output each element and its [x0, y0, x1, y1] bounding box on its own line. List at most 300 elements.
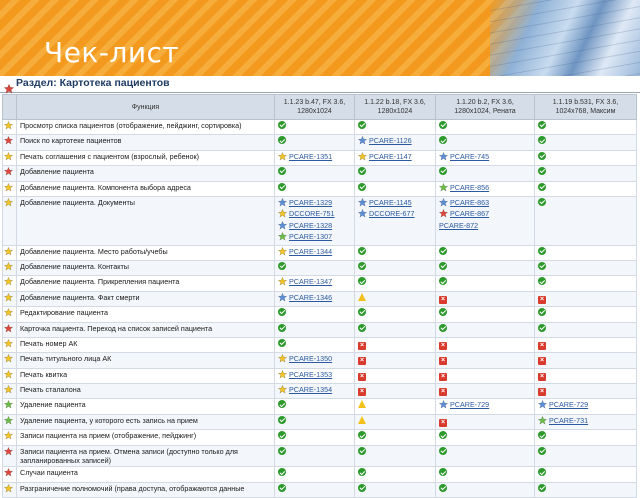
issue-ref: [278, 209, 351, 220]
function-cell: Удаление пациента: [17, 399, 275, 414]
status-cell: [275, 150, 355, 165]
check-icon: [538, 247, 546, 255]
status-cell: [436, 196, 535, 245]
status-cell: [436, 430, 535, 445]
function-cell: Добавление пациента. Документы: [17, 196, 275, 245]
status-cell: [535, 399, 637, 414]
yellow-star-icon: [4, 183, 13, 194]
yellow-star-icon: [4, 277, 13, 288]
red-star-icon: [4, 167, 13, 178]
table-row: [3, 322, 637, 337]
blue-star-icon: [439, 198, 448, 209]
status-cell: [355, 467, 436, 482]
status-cell: [535, 467, 637, 482]
function-cell: Печать сталалона: [17, 384, 275, 399]
check-icon: [278, 339, 286, 347]
issue-link[interactable]: PCARE-1354: [289, 385, 333, 395]
status-cell: [355, 430, 436, 445]
table-row: [3, 414, 637, 429]
yellow-star-icon: [358, 152, 367, 163]
check-icon: [439, 277, 447, 285]
check-icon: [278, 416, 286, 424]
status-cell: [535, 276, 637, 291]
red-star-icon: [4, 324, 13, 335]
check-icon: [538, 447, 546, 455]
function-cell: Просмотр списка пациентов (отображение, пейджинг, сортировка): [17, 120, 275, 135]
cross-icon: ×: [440, 388, 446, 396]
check-icon: [278, 262, 286, 270]
table-row: [3, 307, 637, 322]
check-icon: [439, 324, 447, 332]
issue-link[interactable]: PCARE-1126: [369, 136, 412, 146]
status-cell: [535, 166, 637, 181]
status-cell: [436, 482, 535, 497]
check-icon: [278, 447, 286, 455]
issue-ref: [278, 198, 351, 209]
check-icon: [439, 308, 447, 316]
status-cell: [436, 150, 535, 165]
check-icon: [278, 308, 286, 316]
green-star-icon: [538, 416, 547, 427]
yellow-star-icon: [4, 308, 13, 319]
yellow-star-icon: [4, 121, 13, 132]
function-cell: Добавление пациента. Место работы/учебы: [17, 245, 275, 260]
issue-link[interactable]: PCARE-863: [450, 197, 490, 207]
check-icon: [358, 431, 366, 439]
yellow-star-icon: [4, 431, 13, 442]
check-icon: [278, 183, 286, 191]
checklist-table: [2, 94, 637, 498]
issue-ref: [358, 209, 432, 220]
status-cell: [275, 181, 355, 196]
priority-cell: [3, 150, 17, 165]
table-row: [3, 337, 637, 352]
blue-star-icon: [278, 198, 287, 209]
issue-ref: [358, 198, 432, 209]
priority-cell: [3, 430, 17, 445]
table-header-row: [3, 95, 637, 120]
yellow-star-icon: [4, 370, 13, 381]
priority-cell: [3, 135, 17, 150]
check-icon: [439, 121, 447, 129]
function-cell: Редактирование пациента: [17, 307, 275, 322]
yellow-star-icon: [278, 152, 287, 163]
status-cell: [436, 384, 535, 399]
yellow-star-icon: [278, 277, 287, 288]
status-cell: [436, 368, 535, 383]
status-cell: [355, 150, 436, 165]
cross-icon: ×: [539, 357, 545, 365]
check-icon: [538, 183, 546, 191]
status-cell: [355, 368, 436, 383]
check-icon: [538, 484, 546, 492]
status-cell: [355, 276, 436, 291]
red-star-icon: [4, 136, 13, 147]
status-cell: [535, 414, 637, 429]
yellow-star-icon: [4, 198, 13, 209]
check-icon: [538, 136, 546, 144]
red-star-icon: [439, 209, 448, 220]
check-icon: [358, 308, 366, 316]
table-row: [3, 181, 637, 196]
status-cell: [436, 353, 535, 368]
check-icon: [278, 468, 286, 476]
status-cell: [355, 445, 436, 467]
priority-cell: [3, 291, 17, 306]
check-icon: [358, 167, 366, 175]
cross-icon: ×: [359, 372, 365, 380]
check-icon: [538, 121, 546, 129]
table-row: [3, 260, 637, 275]
status-cell: [355, 353, 436, 368]
yellow-star-icon: [4, 484, 13, 495]
status-cell: [535, 260, 637, 275]
status-cell: [436, 135, 535, 150]
check-icon: [358, 484, 366, 492]
cross-icon: ×: [440, 295, 446, 303]
issue-ref: [278, 370, 351, 381]
yellow-star-icon: [4, 385, 13, 396]
section-header: [0, 76, 640, 93]
status-cell: [535, 337, 637, 352]
cross-icon: ×: [539, 295, 545, 303]
check-icon: [278, 136, 286, 144]
table-row: [3, 196, 637, 245]
status-cell: [436, 166, 535, 181]
issue-link[interactable]: PCARE-1328: [289, 220, 333, 230]
priority-cell: [3, 196, 17, 245]
status-cell: [275, 482, 355, 497]
status-cell: [436, 181, 535, 196]
issue-ref: [358, 136, 432, 147]
cross-icon: ×: [440, 341, 446, 349]
status-cell: [275, 276, 355, 291]
check-icon: [278, 167, 286, 175]
status-cell: [355, 291, 436, 306]
status-cell: [535, 482, 637, 497]
issue-ref: [278, 293, 351, 304]
issue-ref: [439, 400, 531, 411]
blue-star-icon: [439, 400, 448, 411]
priority-cell: [3, 414, 17, 429]
cross-icon: ×: [539, 388, 545, 396]
header-build-3[interactable]: 1.1.20 b.2, FX 3.6, 1280x1024, Рената: [436, 95, 535, 120]
function-cell: Удаление пациента, у которого есть запись на прием: [17, 414, 275, 429]
function-cell: Случаи пациента: [17, 467, 275, 482]
check-icon: [278, 121, 286, 129]
status-cell: [436, 322, 535, 337]
header-build-1[interactable]: 1.1.23 b.47, FX 3.6, 1280x1024: [275, 95, 355, 120]
priority-cell: [3, 181, 17, 196]
yellow-star-icon: [278, 370, 287, 381]
issue-link[interactable]: PCARE-872: [439, 220, 479, 230]
status-cell: [436, 467, 535, 482]
status-cell: [355, 135, 436, 150]
status-cell: [275, 467, 355, 482]
priority-cell: [3, 322, 17, 337]
issue-ref: [538, 400, 633, 411]
header-build-2[interactable]: 1.1.22 b.18, FX 3.6, 1280x1024: [355, 95, 436, 120]
function-cell: Добавление пациента. Компонента выбора адреса: [17, 181, 275, 196]
priority-cell: [3, 166, 17, 181]
priority-cell: [3, 384, 17, 399]
status-cell: [535, 291, 637, 306]
check-icon: [538, 431, 546, 439]
status-cell: [355, 181, 436, 196]
check-icon: [278, 431, 286, 439]
status-cell: [436, 414, 535, 429]
issue-ref: [439, 183, 531, 194]
check-icon: [538, 324, 546, 332]
status-cell: [275, 260, 355, 275]
cross-icon: ×: [359, 357, 365, 365]
status-cell: [275, 135, 355, 150]
warning-icon: [358, 416, 366, 424]
status-cell: [436, 245, 535, 260]
status-cell: [535, 368, 637, 383]
status-cell: [355, 307, 436, 322]
issue-ref: [439, 221, 531, 230]
status-cell: [535, 120, 637, 135]
cross-icon: ×: [440, 418, 446, 426]
status-cell: [535, 196, 637, 245]
issue-link[interactable]: PCARE-1351: [289, 151, 333, 161]
table-row: [3, 135, 637, 150]
check-icon: [538, 262, 546, 270]
issue-link[interactable]: PCARE-1353: [289, 369, 333, 379]
yellow-star-icon: [4, 262, 13, 273]
status-cell: [436, 399, 535, 414]
check-icon: [439, 247, 447, 255]
function-cell: Добавление пациента. Контакты: [17, 260, 275, 275]
status-cell: [355, 384, 436, 399]
check-icon: [538, 152, 546, 160]
issue-link[interactable]: PCARE-1145: [369, 197, 412, 207]
blue-star-icon: [358, 136, 367, 147]
function-cell: Поиск по картотеке пациентов: [17, 135, 275, 150]
priority-cell: [3, 467, 17, 482]
status-cell: [436, 445, 535, 467]
check-icon: [538, 167, 546, 175]
green-star-icon: [4, 416, 13, 427]
status-cell: [535, 307, 637, 322]
status-cell: [275, 245, 355, 260]
issue-link[interactable]: PCARE-1347: [289, 277, 333, 287]
status-cell: [436, 337, 535, 352]
green-star-icon: [278, 232, 287, 243]
status-cell: [535, 181, 637, 196]
status-cell: [275, 196, 355, 245]
issue-ref: [439, 152, 531, 163]
table-row: [3, 384, 637, 399]
check-icon: [439, 447, 447, 455]
green-star-icon: [4, 400, 13, 411]
issue-ref: [278, 221, 351, 232]
table-row: [3, 245, 637, 260]
priority-cell: [3, 337, 17, 352]
yellow-star-icon: [278, 354, 287, 365]
green-star-icon: [439, 183, 448, 194]
yellow-star-icon: [4, 339, 13, 350]
table-row: [3, 368, 637, 383]
issue-link[interactable]: PCARE-1329: [289, 197, 333, 207]
check-icon: [358, 277, 366, 285]
function-cell: Записи пациента на прием (отображение, пейджинг): [17, 430, 275, 445]
header-build-4[interactable]: 1.1.19 b.531, FX 3.6, 1024x768, Максим: [535, 95, 637, 120]
status-cell: [535, 135, 637, 150]
issue-link[interactable]: PCARE-1346: [289, 292, 333, 302]
page-title: Чек-лист: [44, 36, 180, 69]
header-banner: [0, 0, 640, 76]
blue-star-icon: [358, 209, 367, 220]
issue-ref: [278, 354, 351, 365]
check-icon: [538, 198, 546, 206]
status-cell: [275, 353, 355, 368]
check-icon: [358, 468, 366, 476]
blue-star-icon: [538, 400, 547, 411]
function-cell: Печать соглашения с пациентом (взрослый, ребенок): [17, 150, 275, 165]
issue-link[interactable]: PCARE-1307: [289, 232, 333, 242]
status-cell: [355, 399, 436, 414]
function-cell: Карточка пациента. Переход на список записей пациента: [17, 322, 275, 337]
status-cell: [275, 445, 355, 467]
status-cell: [275, 337, 355, 352]
issue-ref: [278, 152, 351, 163]
status-cell: [355, 414, 436, 429]
priority-cell: [3, 368, 17, 383]
function-cell: Записи пациента на прием. Отмена записи (доступно только для запланированных записей): [17, 445, 275, 467]
check-icon: [439, 484, 447, 492]
check-icon: [358, 121, 366, 129]
status-cell: [275, 414, 355, 429]
table-row: [3, 291, 637, 306]
priority-cell: [3, 120, 17, 135]
header-function[interactable]: Функция: [17, 95, 275, 120]
status-cell: [535, 245, 637, 260]
table-row: [3, 399, 637, 414]
status-cell: [355, 260, 436, 275]
issue-ref: [358, 152, 432, 163]
issue-ref: [439, 209, 531, 220]
function-cell: Добавление пациента. Факт смерти: [17, 291, 275, 306]
issue-link[interactable]: PCARE-867: [450, 209, 490, 219]
issue-link[interactable]: PCARE-731: [549, 415, 589, 425]
function-cell: Печать квитка: [17, 368, 275, 383]
check-icon: [278, 484, 286, 492]
yellow-star-icon: [278, 209, 287, 220]
status-cell: [355, 245, 436, 260]
status-cell: [355, 322, 436, 337]
status-cell: [355, 337, 436, 352]
status-cell: [275, 291, 355, 306]
status-cell: [275, 384, 355, 399]
status-cell: [535, 445, 637, 467]
blue-star-icon: [358, 198, 367, 209]
issue-link[interactable]: PCARE-856: [450, 182, 490, 192]
issue-link[interactable]: DCCORE-751: [289, 209, 335, 219]
status-cell: [436, 120, 535, 135]
warning-icon: [358, 293, 366, 301]
table-row: [3, 353, 637, 368]
status-cell: [275, 399, 355, 414]
check-icon: [439, 167, 447, 175]
yellow-star-icon: [4, 293, 13, 304]
status-cell: [535, 384, 637, 399]
function-cell: Добавление пациента. Прикрепления пациента: [17, 276, 275, 291]
issue-link[interactable]: PCARE-1350: [289, 354, 333, 364]
status-cell: [355, 166, 436, 181]
check-icon: [538, 308, 546, 316]
status-cell: [535, 322, 637, 337]
table-row: [3, 150, 637, 165]
section-title: Раздел: Картотека пациентов: [16, 77, 170, 89]
issue-link[interactable]: PCARE-729: [549, 400, 589, 410]
priority-cell: [3, 245, 17, 260]
check-icon: [439, 262, 447, 270]
issue-link[interactable]: DCCORE-677: [369, 209, 415, 219]
status-cell: [535, 150, 637, 165]
check-icon: [439, 468, 447, 476]
priority-cell: [3, 445, 17, 467]
status-cell: [436, 276, 535, 291]
issue-link[interactable]: PCARE-1344: [289, 246, 333, 256]
issue-ref: [278, 277, 351, 288]
status-cell: [535, 353, 637, 368]
status-cell: [355, 482, 436, 497]
table-row: [3, 430, 637, 445]
function-cell: Добавление пациента: [17, 166, 275, 181]
check-icon: [358, 324, 366, 332]
check-icon: [358, 247, 366, 255]
issue-link[interactable]: PCARE-1147: [369, 151, 412, 161]
building-photo: [490, 0, 640, 76]
function-cell: Печать титульного лица АК: [17, 353, 275, 368]
priority-cell: [3, 260, 17, 275]
warning-icon: [358, 400, 366, 408]
table-row: [3, 276, 637, 291]
blue-star-icon: [278, 293, 287, 304]
blue-star-icon: [278, 221, 287, 232]
yellow-star-icon: [278, 247, 287, 258]
priority-cell: [3, 482, 17, 497]
check-icon: [358, 447, 366, 455]
issue-link[interactable]: PCARE-745: [450, 151, 490, 161]
check-icon: [278, 324, 286, 332]
header-priority: [3, 95, 17, 120]
blue-star-icon: [439, 152, 448, 163]
table-row: [3, 166, 637, 181]
cross-icon: ×: [359, 388, 365, 396]
cross-icon: ×: [359, 341, 365, 349]
issue-ref: [439, 198, 531, 209]
cross-icon: ×: [539, 341, 545, 349]
yellow-star-icon: [278, 385, 287, 396]
check-icon: [538, 277, 546, 285]
table-row: [3, 482, 637, 497]
function-cell: Разграничение полномочий (права доступа, отображаются данные: [17, 482, 275, 497]
priority-cell: [3, 399, 17, 414]
status-cell: [355, 196, 436, 245]
yellow-star-icon: [4, 152, 13, 163]
cross-icon: ×: [539, 372, 545, 380]
red-star-icon: [4, 468, 13, 479]
check-icon: [358, 183, 366, 191]
priority-cell: [3, 353, 17, 368]
issue-link[interactable]: PCARE-729: [450, 400, 490, 410]
check-icon: [439, 136, 447, 144]
yellow-star-icon: [4, 247, 13, 258]
table-row: [3, 445, 637, 467]
